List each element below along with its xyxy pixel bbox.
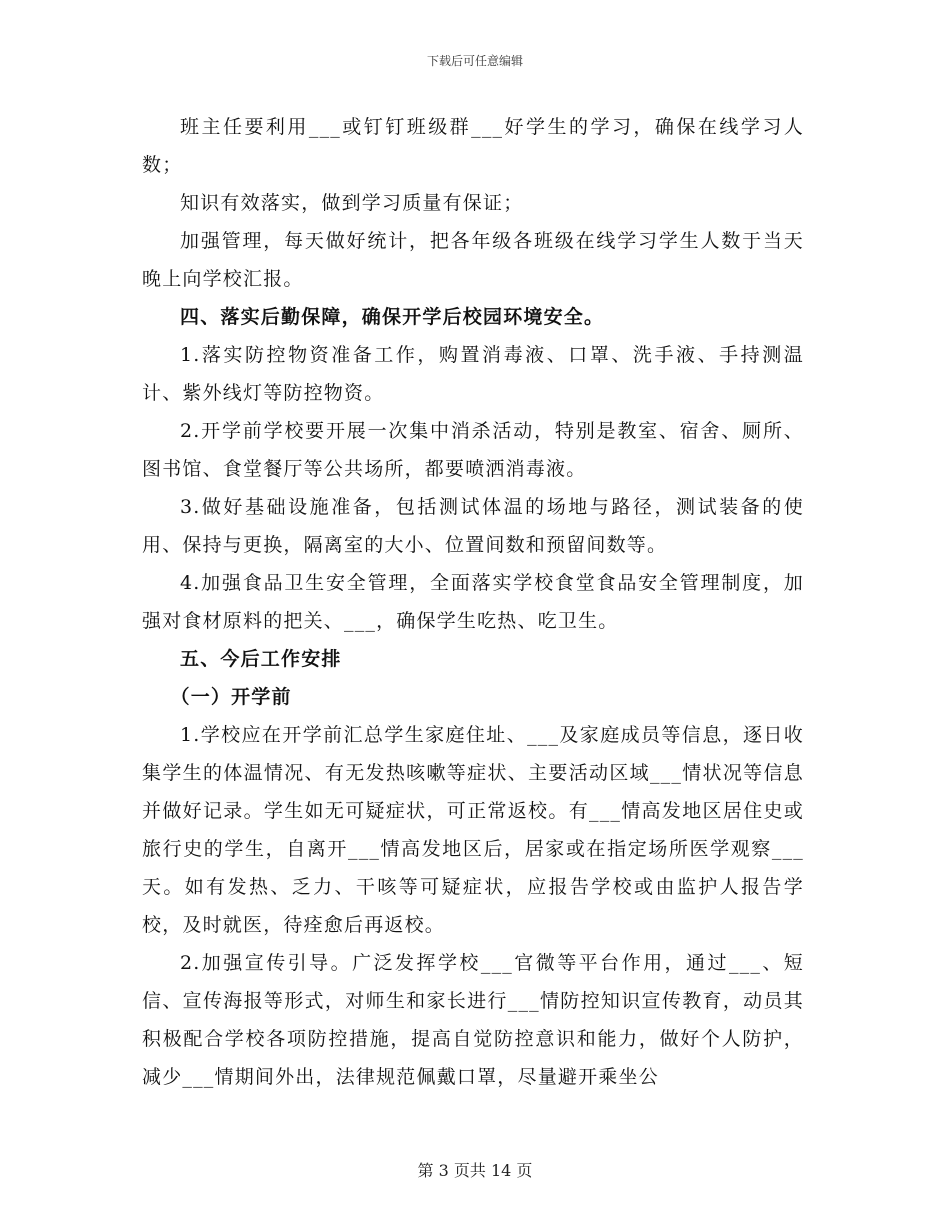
page-footer: 第 3 页共 14 页 bbox=[417, 1161, 533, 1180]
paragraph: 3.做好基础设施准备，包括测试体温的场地与路径，测试装备的使用、保持与更换，隔离室的大小、位置间数和预留间数等。 bbox=[142, 496, 804, 556]
document-body bbox=[142, 108, 804, 1096]
paragraph: 加强管理，每天做好统计，把各年级各班级在线学习学生人数于当天晚上向学校汇报。 bbox=[142, 230, 804, 290]
paragraph: 班主任要利用___或钉钉班级群___好学生的学习，确保在线学习人数； bbox=[142, 116, 804, 176]
section-heading: 五、今后工作安排 bbox=[180, 648, 342, 670]
paragraph: 1.学校应在开学前汇总学生家庭住址、___及家庭成员等信息，逐日收集学生的体温情况、有无发热咳嗽等症状、主要活动区域___情状况等信息并做好记录。学生如无可疑症状，可正常返校。有___情高发地区居住史或旅行史的学生，自离开___情高发地区后，居家或在指定场所医学观察___天。如有发热、乏力、干咳等可疑症状，应报告学校或由监护人报告学校，及时就医，待痊愈后再返校。 bbox=[142, 724, 804, 936]
paragraph: 2.加强宣传引导。广泛发挥学校___官微等平台作用，通过___、短信、宣传海报等形式，对师生和家长进行___情防控知识宣传教育，动员其积极配合学校各项防控措施，提高自觉防控意识和能力，做好个人防护，减少___情期间外出，法律规范佩戴口罩，尽量避开乘坐公 bbox=[142, 952, 804, 1088]
paragraph: 知识有效落实，做到学习质量有保证； bbox=[180, 192, 524, 214]
section-heading: 四、落实后勤保障，确保开学后校园环境安全。 bbox=[180, 306, 605, 328]
subsection-heading: （一）开学前 bbox=[170, 686, 292, 708]
page-header: 下载后可任意编辑 bbox=[426, 54, 523, 68]
paragraph: 1.落实防控物资准备工作，购置消毒液、口罩、洗手液、手持测温计、紫外线灯等防控物资。 bbox=[142, 344, 804, 404]
paragraph: 2.开学前学校要开展一次集中消杀活动，特别是教室、宿舍、厕所、图书馆、食堂餐厅等公共场所，都要喷洒消毒液。 bbox=[142, 420, 804, 480]
paragraph: 4.加强食品卫生安全管理，全面落实学校食堂食品安全管理制度，加强对食材原料的把关、___，确保学生吃热、吃卫生。 bbox=[142, 572, 804, 632]
